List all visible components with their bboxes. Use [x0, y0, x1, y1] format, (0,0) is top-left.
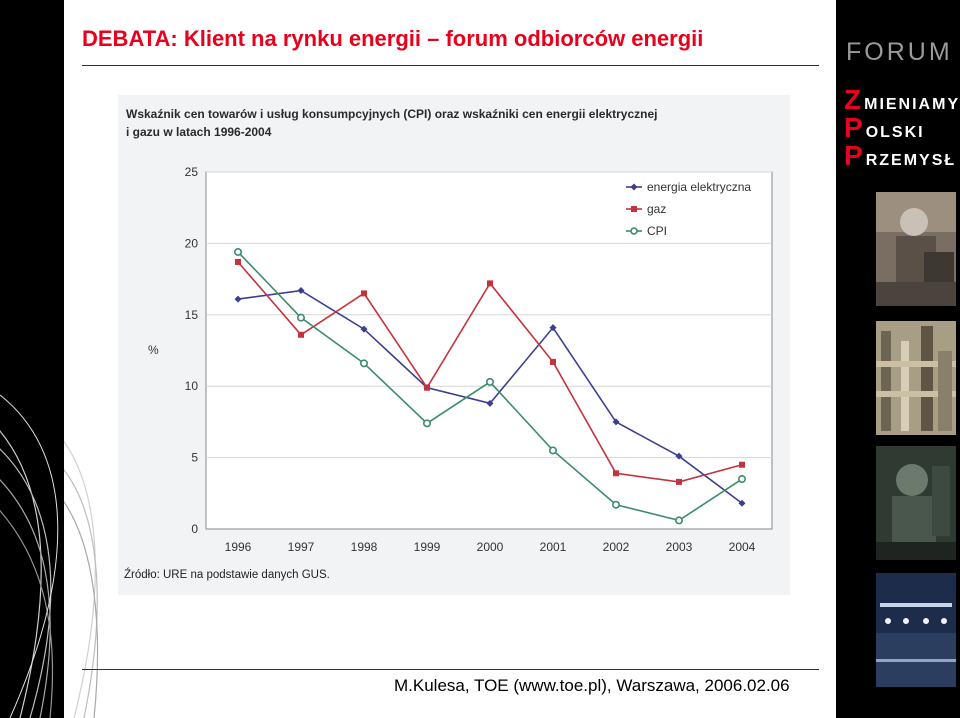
plot-area — [206, 172, 772, 529]
brand-initial-3: P — [844, 140, 865, 171]
industrial-plant-photo — [876, 321, 956, 435]
data-point — [298, 314, 304, 320]
forum-logo-text: FORUM — [846, 38, 953, 66]
brand-word-1: MIENIAMY — [864, 96, 960, 113]
y-tick-label: 25 — [184, 165, 198, 179]
y-axis-unit-label: % — [148, 343, 159, 357]
x-tick-label: 1999 — [413, 540, 441, 554]
y-tick-label: 20 — [184, 236, 198, 251]
data-point — [550, 359, 556, 365]
brand-word-3: RZEMYSŁ — [865, 152, 957, 169]
x-tick-label: 1997 — [287, 540, 315, 554]
data-point — [424, 385, 430, 391]
legend-label: CPI — [647, 224, 668, 238]
x-tick-label: 1996 — [224, 540, 252, 554]
brand-word-2: OLSKI — [865, 124, 925, 141]
night-city-photo — [876, 573, 956, 687]
legend-marker — [631, 206, 637, 212]
x-tick-label: 1998 — [350, 540, 378, 554]
data-point — [487, 379, 493, 385]
data-point — [361, 360, 367, 366]
brand-line-3 — [844, 140, 956, 172]
slide-title: DEBATA: Klient na rynku energii – forum odbiorców energii — [82, 26, 704, 51]
legend-label: gaz — [647, 202, 667, 216]
brand-initial-1: Z — [844, 84, 864, 115]
data-point — [676, 479, 682, 485]
data-point — [487, 280, 493, 286]
industrial-worker-photo — [876, 192, 956, 306]
footer-rule — [82, 669, 819, 670]
data-point — [298, 332, 304, 338]
legend-label: energia elektryczna — [647, 180, 752, 194]
data-point — [613, 502, 619, 508]
data-point — [676, 517, 682, 523]
data-point — [739, 462, 745, 468]
data-point — [361, 290, 367, 296]
y-tick-label: 10 — [184, 379, 198, 394]
data-point — [235, 259, 241, 265]
y-tick-label: 15 — [184, 307, 198, 322]
legend-marker — [631, 228, 637, 234]
y-tick-label: 5 — [191, 450, 198, 465]
footer-credit: M.Kulesa, TOE (www.toe.pl), Warszawa, 2006.02.06 — [394, 676, 790, 695]
y-tick-label: 0 — [191, 522, 198, 536]
miner-photo — [876, 446, 956, 560]
chart-title-line-1: Wskaźnik cen towarów i usług konsumpcyjnych (CPI) oraz wskaźniki cen energii elektrycznej — [126, 107, 658, 121]
chart-title-line-2: i gazu w latach 1996-2004 — [126, 125, 272, 139]
x-tick-label: 2001 — [539, 540, 567, 554]
x-tick-label: 2000 — [476, 540, 504, 554]
data-point — [739, 476, 745, 482]
brand-initial-2: P — [844, 112, 865, 143]
chart-source-note: Źródło: URE na podstawie danych GUS. — [124, 569, 330, 581]
x-tick-label: 2004 — [728, 540, 756, 554]
data-point — [550, 447, 556, 453]
x-tick-label: 2003 — [665, 540, 693, 554]
data-point — [235, 249, 241, 255]
x-tick-label: 2002 — [602, 540, 630, 554]
data-point — [613, 470, 619, 476]
data-point — [424, 420, 430, 426]
